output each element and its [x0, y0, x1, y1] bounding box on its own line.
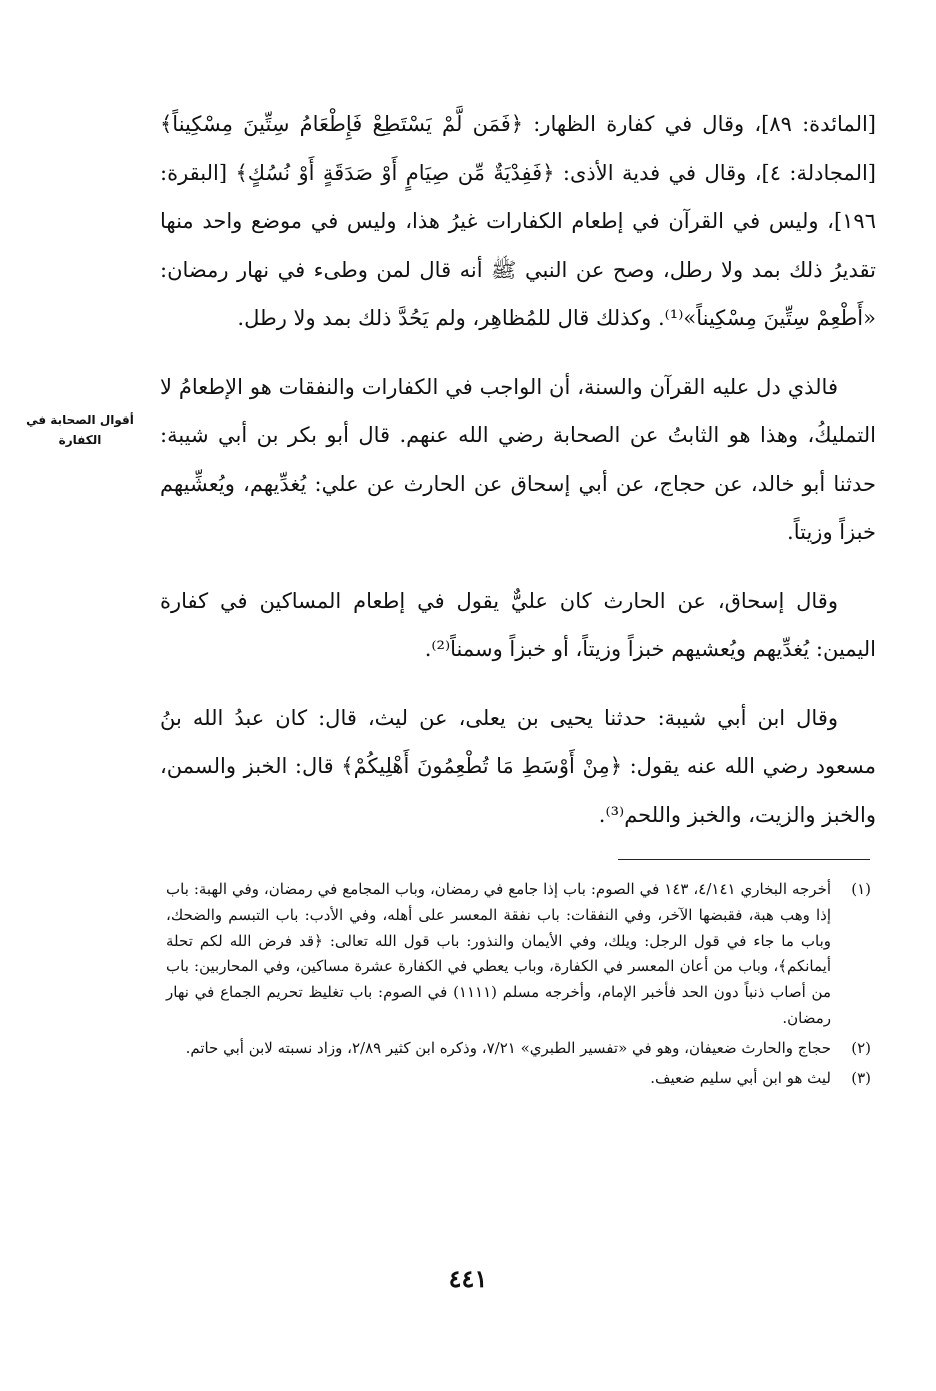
- paragraph-1: [المائدة: ٨٩]، وقال في كفارة الظهار: ﴿فَمَن لَّمْ يَسْتَطِعْ فَإِطْعَامُ سِتِّينَ مِسْكِيناً﴾ [المجادلة: ٤]، وقال في فدية الأذى: ﴿فَفِدْيَةٌ مِّن صِيَامٍ أَوْ صَدَقَةٍ أَوْ نُسُكٍ﴾ [البقرة: ١٩٦]، وليس في القرآن في إطعام الكفارات غيرُ هذا، وليس في موضع واحد منها تقديرُ ذلك بمد ولا رطل، وصح عن النبي ﷺ أنه قال لمن وطىء في نهار رمضان: «أَطْعِمْ سِتِّينَ مِسْكِيناً»⁽¹⁾. وكذلك قال للمُظاهِر، ولم يَحُدَّ ذلك بمد ولا رطل.: [160, 112, 877, 330]
- footnote-number: (٢): [851, 1038, 871, 1057]
- footnote-2: [166, 1036, 871, 1062]
- footnotes: [166, 877, 871, 1095]
- paragraph-2: فالذي دل عليه القرآن والسنة، أن الواجب في الكفارات والنفقات هو الإطعامُ لا التمليكُ، وهذا هو الثابتُ عن الصحابة رضي الله عنهم. قال أبو بكر بن أبي شيبة: حدثنا أبو خالد، عن حجاج، عن أبي إسحاق عن الحارث عن علي: يُغدِّيهم، ويُعشِّيهم خبزاً وزيتاً.: [160, 374, 876, 544]
- footnote-3: [166, 1066, 871, 1092]
- main-text: [160, 100, 876, 839]
- footnote-number: (٣): [851, 1068, 871, 1087]
- page-number: ٤٤١: [448, 1264, 488, 1293]
- footnote-text: أخرجه البخاري ٤/١٤١، ١٤٣ في الصوم: باب إذا جامع في رمضان، وباب المجامع في رمضان، وفي الهبة: باب إذا وهب هبة، فقبضها الآخر، وفي النفقات: باب نفقة المعسر على أهله، وفي الأدب: باب التبسم والضحك، وباب ما جاء في قول الرجل: ويلك، وفي الأيمان والنذور: باب قول الله تعالى: ﴿قد فرض الله لكم تحلة أيمانكم﴾، وباب من أعان المعسر في الكفارة، وباب يعطي في الكفارة عشرة مساكين، وفي المحاربين: باب من أصاب ذنباً دون الحد فأخبر الإمام، وأخرجه مسلم (١١١١) في الصوم: باب تغليظ تحريم الجماع في نهار رمضان.: [166, 880, 832, 1027]
- footnote-text: ليث هو ابن أبي سليم ضعيف.: [650, 1068, 831, 1087]
- footnote-divider: [618, 859, 870, 860]
- footnote-1: [166, 877, 871, 1032]
- paragraph-4: وقال ابن أبي شيبة: حدثنا يحيى بن يعلى، عن ليث، قال: كان عبدُ الله بنُ مسعود رضي الله عنه يقول: ﴿مِنْ أَوْسَطِ مَا تُطْعِمُونَ أَهْلِيكُمْ﴾ قال: الخبز والسمن، والخبز والزيت، والخبز واللحم⁽³⁾.: [160, 705, 876, 827]
- footnote-number: (١): [851, 880, 871, 898]
- paragraph-3: وقال إسحاق، عن الحارث كان عليٌّ يقول في إطعام المساكين في كفارة اليمين: يُغدِّيهم ويُعشيهم خبزاً وزيتاً، أو خبزاً وسمناً⁽²⁾.: [160, 588, 876, 661]
- margin-note: أقوال الصحابة في الكفارة: [26, 413, 134, 447]
- footnote-text: حجاج والحارث ضعيفان، وهو في «تفسير الطبري» ٧/٢١، وذكره ابن كثير ٢/٨٩، وزاد نسبته لابن أبي حاتم.: [185, 1038, 831, 1057]
